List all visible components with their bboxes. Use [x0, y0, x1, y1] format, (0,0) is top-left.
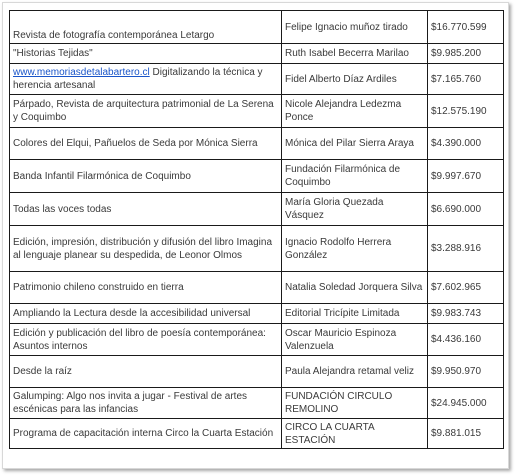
person-cell: María Gloria Quezada Vásquez: [282, 193, 428, 226]
table-row: [10, 11, 504, 44]
project-cell: Todas las voces todas: [10, 193, 282, 226]
table-row: [10, 44, 504, 64]
table-row: [10, 324, 504, 356]
person-cell: Ignacio Rodolfo Herrera González: [282, 226, 428, 272]
project-cell: Galumping: Algo nos invita a jugar - Festival de artes escénicas para las infancias: [10, 388, 282, 419]
person-cell: Ruth Isabel Becerra Marilao: [282, 44, 428, 64]
table-row: [10, 160, 504, 193]
table-row: [10, 128, 504, 160]
amount-cell: $9.950.970: [428, 356, 504, 388]
amount-cell: $7.602.965: [428, 272, 504, 304]
table-row: [10, 226, 504, 272]
amount-cell: $9.997.670: [428, 160, 504, 193]
project-cell: Desde la raíz: [10, 356, 282, 388]
amount-cell: $4.390.000: [428, 128, 504, 160]
person-cell: Paula Alejandra retamal veliz: [282, 356, 428, 388]
person-cell: Mónica del Pilar Sierra Araya: [282, 128, 428, 160]
amount-cell: $6.690.000: [428, 193, 504, 226]
project-cell: Colores del Elqui, Pañuelos de Seda por Mónica Sierra: [10, 128, 282, 160]
person-cell: Editorial Tricípite Limitada: [282, 304, 428, 324]
amount-cell: $12.575.190: [428, 95, 504, 128]
table-row: [10, 95, 504, 128]
project-cell: Programa de capacitación interna Circo la Cuarta Estación: [10, 419, 282, 449]
person-cell: Felipe Ignacio muñoz tirado: [282, 11, 428, 44]
person-cell: CIRCO LA CUARTA ESTACIÓN: [282, 419, 428, 449]
project-cell: "Historias Tejidas": [10, 44, 282, 64]
grants-table: [9, 10, 504, 449]
project-cell: [10, 64, 282, 95]
table-row: [10, 419, 504, 449]
person-cell: Fundación Filarmónica de Coquimbo: [282, 160, 428, 193]
project-cell: Revista de fotografía contemporánea Letargo: [10, 11, 282, 44]
project-website-link[interactable]: www.memoriasdetalabartero.cl: [13, 67, 150, 78]
table-row: [10, 388, 504, 419]
project-cell: Edición, impresión, distribución y difusión del libro Imagina al lenguaje planear su despedida, de Leonor Olmos: [10, 226, 282, 272]
project-cell: Ampliando la Lectura desde la accesibilidad universal: [10, 304, 282, 324]
table-row: [10, 64, 504, 95]
amount-cell: $24.945.000: [428, 388, 504, 419]
amount-cell: $3.288.916: [428, 226, 504, 272]
table-row: [10, 272, 504, 304]
person-cell: Oscar Mauricio Espinoza Valenzuela: [282, 324, 428, 356]
person-cell: Fidel Alberto Díaz Ardiles: [282, 64, 428, 95]
table-row: [10, 304, 504, 324]
amount-cell: $4.436.160: [428, 324, 504, 356]
project-cell: Banda Infantil Filarmónica de Coquimbo: [10, 160, 282, 193]
person-cell: FUNDACIÓN CIRCULO REMOLINO: [282, 388, 428, 419]
project-cell: Patrimonio chileno construido en tierra: [10, 272, 282, 304]
person-cell: Nicole Alejandra Ledezma Ponce: [282, 95, 428, 128]
amount-cell: $9.983.743: [428, 304, 504, 324]
table-row: [10, 193, 504, 226]
person-cell: Natalia Soledad Jorquera Silva: [282, 272, 428, 304]
amount-cell: $16.770.599: [428, 11, 504, 44]
amount-cell: $9.985.200: [428, 44, 504, 64]
amount-cell: $9.881.015: [428, 419, 504, 449]
project-text: Digitalizando la técnica y herencia artesanal: [13, 67, 263, 91]
amount-cell: $7.165.760: [428, 64, 504, 95]
document-frame: [2, 2, 509, 469]
project-cell: Párpado, Revista de arquitectura patrimonial de La Serena y Coquimbo: [10, 95, 282, 128]
table-row: [10, 356, 504, 388]
project-cell: Edición y publicación del libro de poesía contemporánea: Asuntos internos: [10, 324, 282, 356]
